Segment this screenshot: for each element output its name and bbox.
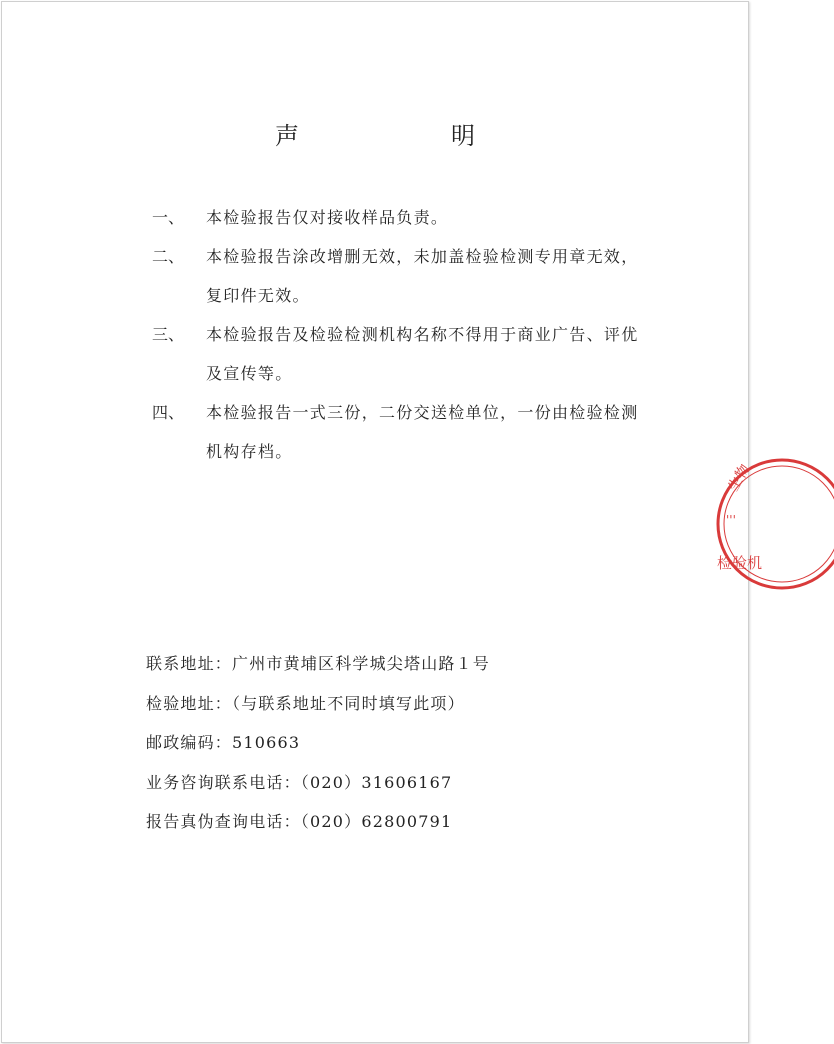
seal-text-bottom: 检验机 [717,554,763,572]
statement-number: 一、 [152,208,185,227]
statement-text: 本检验报告及检验检测机构名称不得用于商业广告、评优及宣传等。 [206,325,639,383]
statement-number: 二、 [152,247,185,266]
statement-item-4 [152,393,652,471]
contact-address: 联系地址：广州市黄埔区科学城尖塔山路１号 [146,654,491,673]
statement-text: 本检验报告仅对接收样品负责。 [206,208,449,227]
statement-list [152,198,652,471]
verify-phone: 报告真伪查询电话：（020）62800791 [146,812,453,831]
business-phone: 业务咨询联系电话：（020）31606167 [146,772,453,792]
test-address: 检验地址：（与联系地址不同时填写此项） [146,693,465,713]
seal-mark: ''' [726,513,736,527]
document-page [1,1,763,1043]
statement-text: 本检验报告一式三份，二份交送检单位，一份由检验检测机构存档。 [206,403,639,461]
page-title: 声 明 [275,122,539,150]
contact-info [146,644,666,842]
statement-item-2 [152,237,652,315]
statement-number: 四、 [152,403,185,422]
official-seal-stamp [714,454,834,594]
statement-item-1 [152,198,652,237]
statement-number: 三、 [152,325,185,344]
postcode: 邮政编码：510663 [146,733,301,752]
seal-text-top: 生物 [725,461,754,494]
statement-item-3 [152,315,652,393]
statement-text: 本检验报告涂改增删无效，未加盖检验检测专用章无效，复印件无效。 [206,247,639,305]
